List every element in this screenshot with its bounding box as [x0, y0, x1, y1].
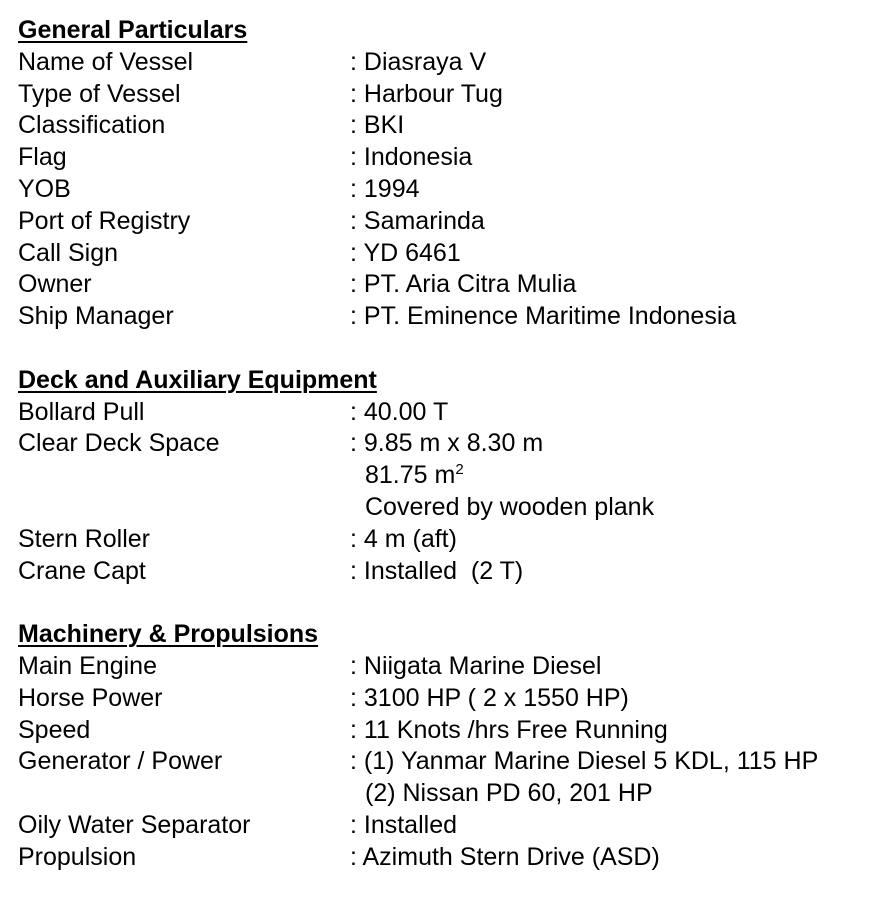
spec-value: : PT. Aria Citra Mulia — [350, 270, 577, 299]
spec-value: : 11 Knots /hrs Free Running — [350, 715, 668, 744]
spec-label: Call Sign — [18, 238, 119, 267]
spec-value: : Azimuth Stern Drive (ASD) — [350, 842, 660, 871]
spec-value: : YD 6461 — [350, 238, 461, 267]
spec-value: : (1) Yanmar Marine Diesel 5 KDL, 115 HP — [350, 747, 819, 776]
spec-value: : 4 m (aft) — [350, 524, 457, 553]
spec-value: : 3100 HP ( 2 x 1550 HP) — [350, 683, 629, 712]
spec-value: : 9.85 m x 8.30 m — [350, 429, 544, 458]
section-heading-deck-equipment: Deck and Auxiliary Equipment — [18, 365, 377, 394]
spec-label: Bollard Pull — [18, 397, 145, 426]
spec-label: Clear Deck Space — [18, 429, 220, 458]
spec-row — [18, 651, 890, 683]
spec-label: Crane Capt — [18, 556, 146, 585]
section-heading-general-particulars: General Particulars — [18, 16, 248, 44]
spec-row — [18, 746, 890, 810]
spec-row — [18, 397, 890, 429]
spec-value: : 40.00 T — [350, 397, 449, 426]
spec-label: Flag — [18, 143, 67, 172]
spec-value-continuation: (2) Nissan PD 60, 201 HP — [365, 779, 653, 808]
spec-value: : Indonesia — [350, 143, 473, 172]
spec-value: : PT. Eminence Maritime Indonesia — [350, 302, 737, 331]
spacer — [18, 333, 890, 365]
spacer — [18, 587, 890, 619]
spec-label: YOB — [18, 174, 71, 203]
spec-label: Stern Roller — [18, 524, 150, 553]
area-value: 81.75 m — [365, 461, 456, 490]
spec-label: Type of Vessel — [18, 79, 181, 108]
spec-value: : Harbour Tug — [350, 79, 503, 108]
spec-row — [18, 174, 890, 206]
spec-row — [18, 79, 890, 111]
spec-value: : Niigata Marine Diesel — [350, 651, 602, 680]
spec-row — [18, 142, 890, 174]
spec-label: Propulsion — [18, 842, 137, 871]
spec-row — [18, 428, 890, 523]
spec-label: Port of Registry — [18, 206, 191, 235]
spec-row — [18, 683, 890, 715]
spec-row — [18, 238, 890, 270]
spec-value: : Installed — [350, 810, 458, 839]
spec-value: : BKI — [350, 111, 405, 140]
spec-row — [18, 524, 890, 556]
spec-label: Owner — [18, 270, 92, 299]
spec-label: Name of Vessel — [18, 47, 194, 76]
spec-row — [18, 206, 890, 238]
spec-label: Horse Power — [18, 683, 163, 712]
spec-row — [18, 810, 890, 842]
spec-row — [18, 269, 890, 301]
spec-label: Classification — [18, 111, 166, 140]
spec-label: Main Engine — [18, 651, 157, 680]
spec-row — [18, 47, 890, 79]
spec-label: Speed — [18, 715, 91, 744]
spec-value: : Diasraya V — [350, 47, 487, 76]
area-superscript: 2 — [455, 461, 464, 479]
section-heading-machinery: Machinery & Propulsions — [18, 620, 319, 649]
spec-row — [18, 301, 890, 333]
spec-row — [18, 556, 890, 588]
spec-label: Oily Water Separator — [18, 810, 251, 839]
spec-value: : 1994 — [350, 174, 420, 203]
spec-row — [18, 715, 890, 747]
spec-value: : Installed (2 T) — [350, 556, 524, 585]
spec-value-area — [350, 460, 654, 492]
spec-row — [18, 842, 890, 874]
spec-value: : Samarinda — [350, 206, 485, 235]
spec-label: Generator / Power — [18, 747, 223, 776]
spec-row — [18, 110, 890, 142]
spec-value-continuation: Covered by wooden plank — [365, 492, 655, 521]
spec-label: Ship Manager — [18, 302, 174, 331]
